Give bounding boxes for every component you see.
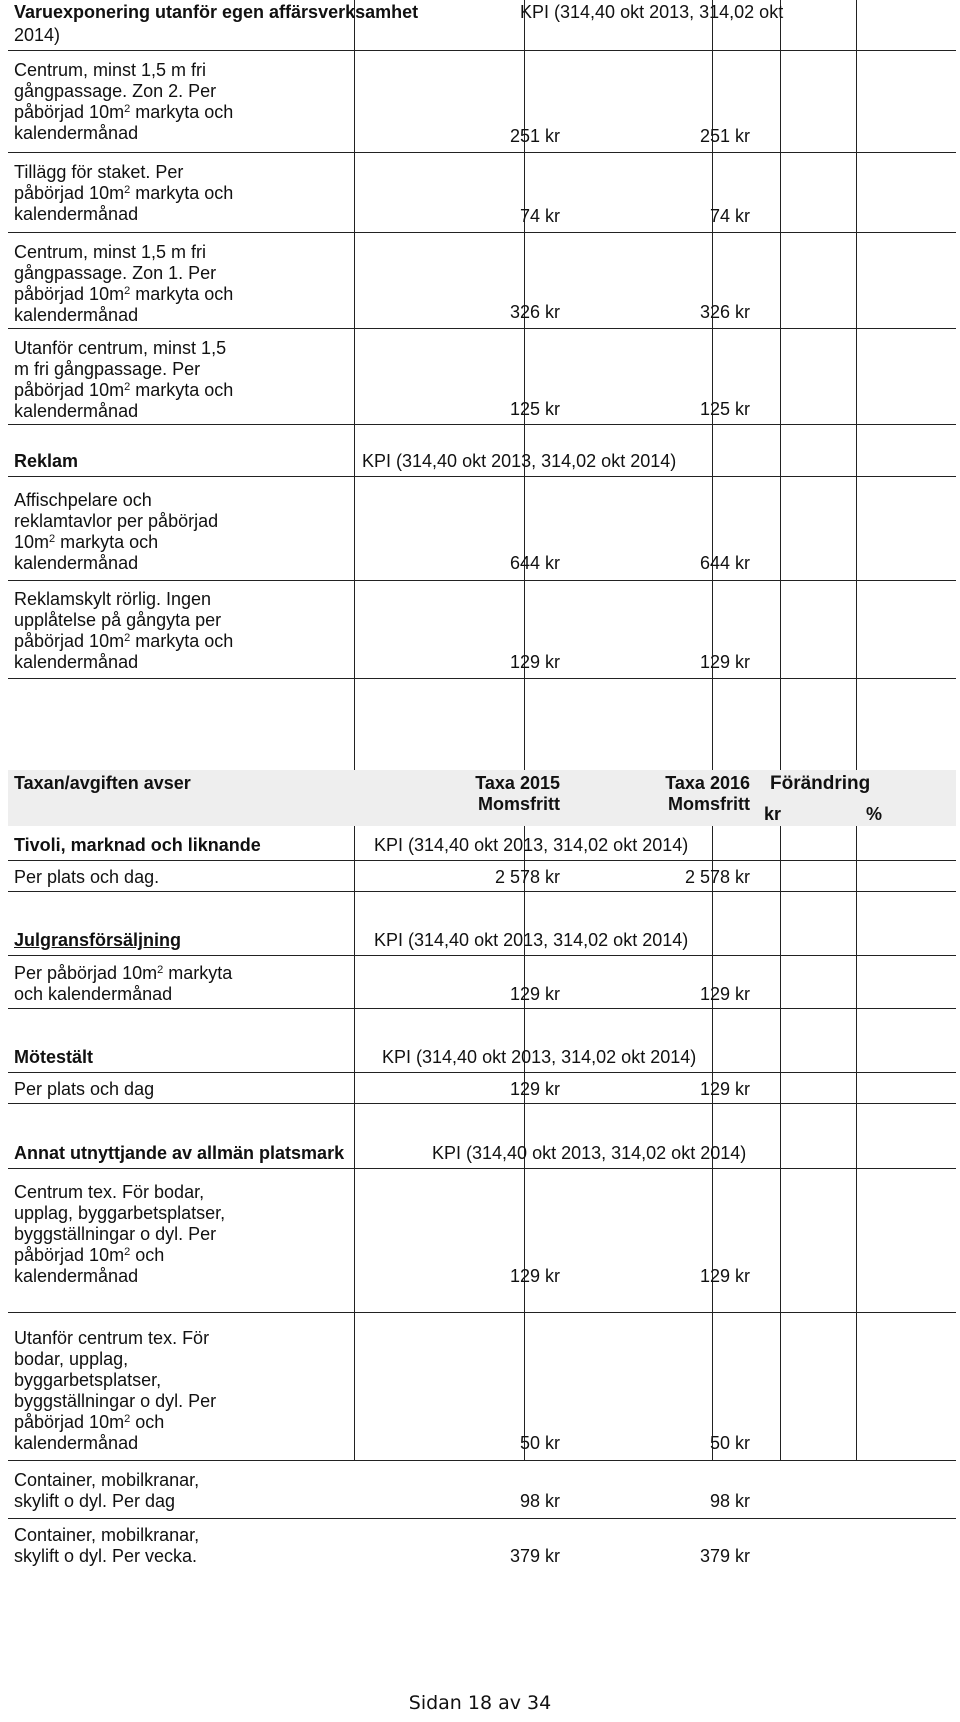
row-rule: [8, 476, 956, 477]
row-rule: [8, 424, 956, 425]
taxa-2015-value: 379 kr: [509, 1546, 560, 1566]
col-header-forandring: Förändring: [770, 773, 871, 794]
row-label: Utanför centrum tex. För bodar, upplag, byggarbetsplatser, byggställningar o dyl. Per påbörjad $10m^2$ och kalendermånad: [14, 1328, 217, 1453]
col-header-taxa-2015: Taxa 2015 Momsfritt: [475, 773, 560, 814]
section-title-annat: Annat utnyttjande av allmän platsmark: [14, 1143, 345, 1163]
row-label: Per plats och dag.: [14, 867, 160, 887]
section-title-julgran: Julgransförsäljning: [14, 930, 182, 950]
col-header-taxa-2016: Taxa 2016 Momsfritt: [665, 773, 750, 814]
row-rule: [8, 1103, 956, 1104]
row-rule: [8, 1460, 956, 1461]
row-rule: [8, 1072, 956, 1073]
taxa-2015-value: 251 kr: [509, 126, 560, 146]
row-label: Centrum tex. För bodar, upplag, byggarbetsplatser, byggställningar o dyl. Per påbörjad $10m^2$ och kalendermånad: [14, 1182, 226, 1286]
row-label: Reklamskylt rörlig. Ingen upplåtelse på gångyta per påbörjad $10m^2$ markyta och kalendermånad: [14, 589, 234, 672]
row-rule: [8, 50, 956, 51]
row-rule: [8, 580, 956, 581]
row-rule: [8, 152, 956, 153]
row-label: Tillägg för staket. Per påbörjad $10m^2$ markyta och kalendermånad: [14, 162, 234, 224]
taxa-2015-value: 129 kr: [509, 652, 560, 672]
taxa-2016-value: 644 kr: [699, 553, 750, 573]
col-header-pct: %: [866, 804, 883, 824]
taxa-2015-value: 98 kr: [519, 1491, 560, 1511]
taxa-2016-value: 129 kr: [699, 652, 750, 672]
taxa-2016-value: 74 kr: [709, 206, 750, 226]
row-label: Container, mobilkranar, skylift o dyl. Per vecka.: [14, 1525, 200, 1566]
taxa-2015-value: 125 kr: [509, 399, 560, 419]
row-rule: [8, 1168, 956, 1169]
taxa-2015-value: 129 kr: [509, 1079, 560, 1099]
taxa-2016-value: 129 kr: [699, 984, 750, 1004]
col-line-1: [354, 0, 355, 1460]
taxa-2016-value: 125 kr: [699, 399, 750, 419]
row-rule: [8, 1008, 956, 1009]
row-label: Centrum, minst 1,5 m fri gångpassage. Zon 2. Per påbörjad $10m^2$ markyta och kalendermånad: [14, 60, 234, 143]
kpi-tivoli: KPI (314,40 okt 2013, 314,02 okt 2014): [374, 835, 689, 855]
taxa-2015-value: 129 kr: [509, 984, 560, 1004]
taxa-2015-value: 50 kr: [519, 1433, 560, 1453]
taxa-2015-value: 326 kr: [509, 302, 560, 322]
row-rule: [8, 955, 956, 956]
taxa-2015-value: 644 kr: [509, 553, 560, 573]
taxa-2016-value: 251 kr: [699, 126, 750, 146]
taxa-2015-value: 129 kr: [509, 1266, 560, 1286]
taxa-2015-value: 2 578 kr: [494, 867, 560, 887]
row-label: Affischpelare och reklamtavlor per påbörjad $10m^2$ markyta och kalendermånad: [14, 490, 219, 573]
row-label: Per plats och dag: [14, 1079, 155, 1099]
kpi-reklam: KPI (314,40 okt 2013, 314,02 okt 2014): [362, 451, 677, 471]
row-rule: [8, 232, 956, 233]
row-label: Per påbörjad $10m^2$ markyta och kalendermånad: [14, 963, 233, 1004]
kpi-varuexponering: KPI (314,40 okt 2013, 314,02 okt: [520, 2, 784, 22]
row-rule: [8, 860, 956, 861]
col-header-label: Taxan/avgiften avser: [14, 773, 191, 793]
col-header-kr: kr: [764, 804, 782, 824]
kpi-motestalt: KPI (314,40 okt 2013, 314,02 okt 2014): [382, 1047, 697, 1067]
row-rule: [8, 891, 956, 892]
section-title-tivoli: Tivoli, marknad och liknande: [14, 835, 261, 855]
taxa-2016-value: 2 578 kr: [684, 867, 750, 887]
section-title-cont: 2014): [14, 25, 61, 45]
row-label: Centrum, minst 1,5 m fri gångpassage. Zon 1. Per påbörjad $10m^2$ markyta och kalendermånad: [14, 242, 234, 325]
col-line-4: [780, 0, 781, 1460]
section-title-varuexponering: Varuexponering utanför egen affärsverksamhet: [14, 2, 419, 22]
row-label: Container, mobilkranar, skylift o dyl. Per dag: [14, 1470, 200, 1511]
page-footer: Sidan 18 av 34: [408, 1692, 552, 1714]
row-rule: [8, 678, 956, 679]
taxa-2016-value: 129 kr: [699, 1266, 750, 1286]
kpi-julgran: KPI (314,40 okt 2013, 314,02 okt 2014): [374, 930, 689, 950]
taxa-2016-value: 129 kr: [699, 1079, 750, 1099]
kpi-annat: KPI (314,40 okt 2013, 314,02 okt 2014): [432, 1143, 747, 1163]
taxa-2016-value: 326 kr: [699, 302, 750, 322]
section-title-motestalt: Mötestält: [14, 1047, 94, 1067]
taxa-2015-value: 74 kr: [519, 206, 560, 226]
taxa-2016-value: 98 kr: [709, 1491, 750, 1511]
section-title-reklam: Reklam: [14, 451, 79, 471]
taxa-2016-value: 379 kr: [699, 1546, 750, 1566]
taxa-2016-value: 50 kr: [709, 1433, 750, 1453]
col-line-5: [856, 0, 857, 1460]
row-rule: [8, 1518, 956, 1519]
row-label: Utanför centrum, minst 1,5 m fri gångpassage. Per påbörjad $10m^2$ markyta och kalendermånad: [14, 338, 234, 421]
row-rule: [8, 1312, 956, 1313]
row-rule: [8, 328, 956, 329]
